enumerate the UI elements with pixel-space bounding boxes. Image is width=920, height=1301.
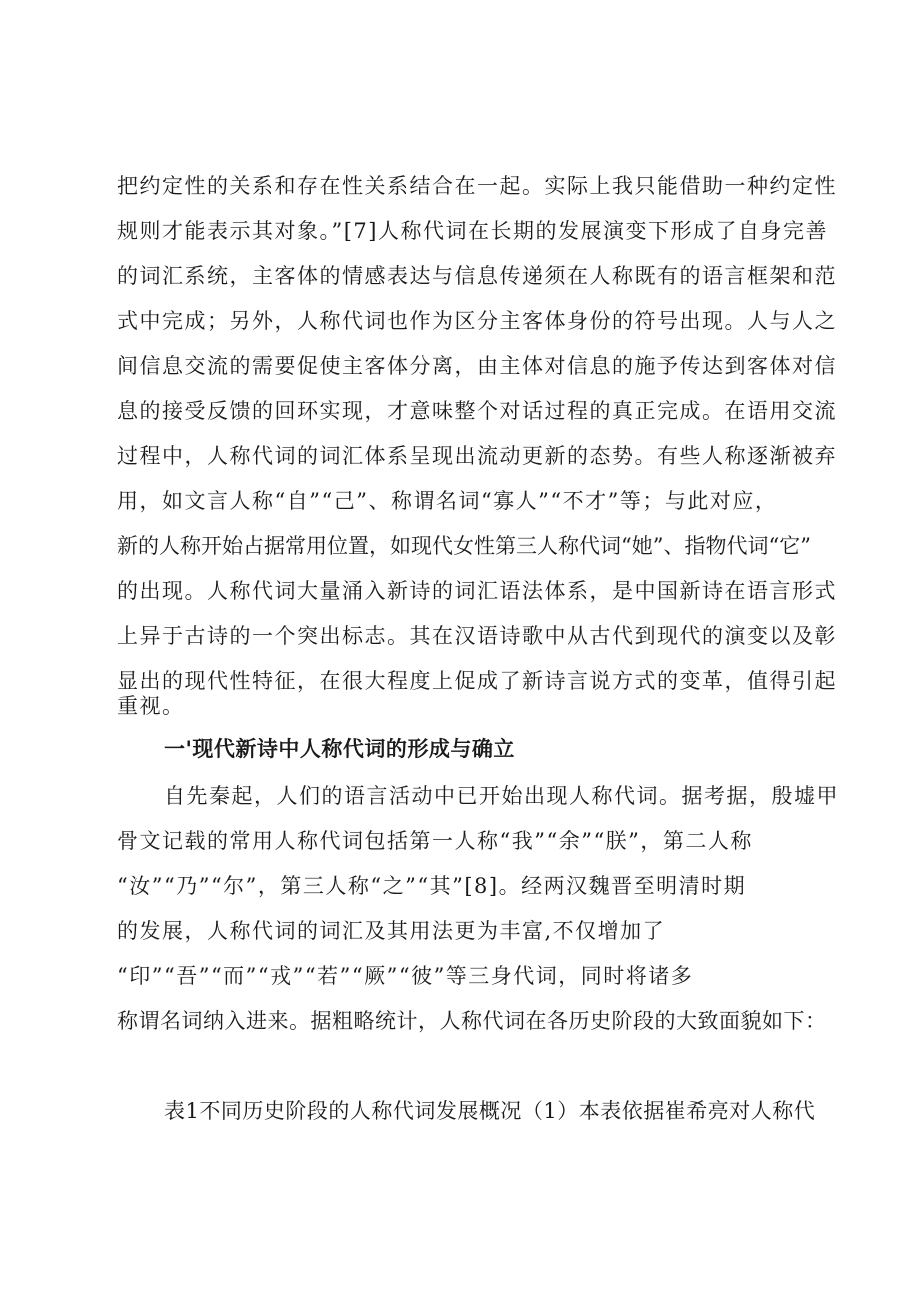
paragraph-line: 间信息交流的需要促使主客体分离，由主体对信息的施予传达到客体对信 [117, 354, 837, 378]
paragraph-line: 重视。 [117, 694, 185, 718]
paragraph-line: 息的接受反馈的回环实现，才意味整个对话过程的真正完成。在语用交流 [117, 399, 837, 423]
paragraph-line: 把约定性的关系和存在性关系结合在一起。实际上我只能借助一种约定性 [117, 174, 837, 198]
paragraph-line: 用，如文言人称“自”“己”、称谓名词“寡人”“不才”等；与此对应， [117, 489, 778, 513]
paragraph-line: 式中完成；另外，人称代词也作为区分主客体身份的符号出现。人与人之 [117, 309, 837, 333]
paragraph-line: “汝”“乃”“尔”，第三人称“之”“其”[8]。经两汉魏晋至明清时期 [117, 874, 747, 898]
paragraph-line: 称谓名词纳入进来。据粗略统计，人称代词在各历史阶段的大致面貌如下： [117, 1009, 827, 1033]
paragraph-line: 自先秦起，人们的语言活动中已开始出现人称代词。据考据，殷墟甲 [164, 784, 839, 808]
paragraph-line: 显出的现代性特征，在很大程度上促成了新诗言说方式的变革，值得引起 [117, 669, 837, 693]
paragraph-line: 过程中，人称代词的词汇体系呈现出流动更新的态势。有些人称逐渐被弃 [117, 444, 837, 468]
paragraph-line: 的词汇系统，主客体的情感表达与信息传递须在人称既有的语言框架和范 [117, 264, 837, 288]
section-heading: 一'现代新诗中人称代词的形成与确立 [164, 737, 515, 761]
paragraph-line: 的出现。人称代词大量涌入新诗的词汇语法体系，是中国新诗在语言形式 [117, 579, 837, 603]
paragraph-line: 上异于古诗的一个突出标志。其在汉语诗歌中从古代到现代的演变以及彰 [117, 624, 837, 648]
table-caption: 表1不同历史阶段的人称代词发展概况（1）本表依据崔希亮对人称代 [164, 1099, 816, 1123]
paragraph-line: 新的人称开始占据常用位置，如现代女性第三人称代词“她”、指物代词“它” [117, 534, 811, 558]
paragraph-line: “印”“吾”“而”“戎”“若”“厥”“彼”等三身代词，同时将诸多 [117, 964, 694, 988]
paragraph-line: 的发展，人称代词的词汇及其用法更为丰富,不仅增加了 [117, 919, 666, 943]
paragraph-line: 规则才能表示其对象。”[7]人称代词在长期的发展演变下形成了自身完善 [117, 219, 828, 243]
paragraph-line: 骨文记载的常用人称代词包括第一人称“我”“余”“朕”，第二人称 [117, 829, 753, 853]
